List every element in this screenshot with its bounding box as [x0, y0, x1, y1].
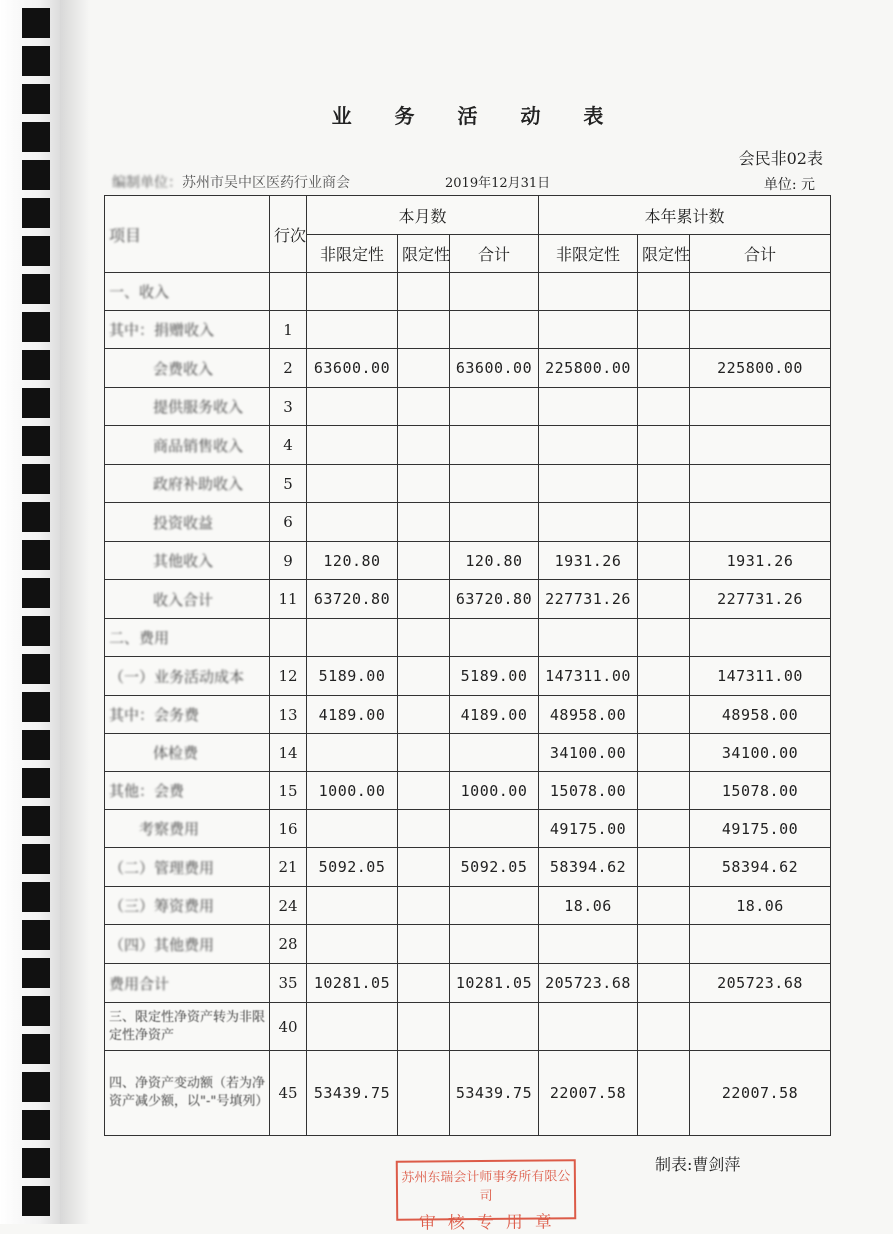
row-number: 40 [270, 1003, 307, 1051]
cell-m-t [450, 388, 539, 426]
cell-m-t [450, 1003, 539, 1051]
table-row [105, 734, 831, 772]
binding-hole [22, 502, 50, 532]
header-year-restricted: 限定性 [638, 235, 690, 273]
cell-m-u: 4189.00 [307, 696, 398, 734]
row-number: 13 [270, 696, 307, 734]
cell-y-r [638, 964, 690, 1003]
table-row [105, 349, 831, 388]
cell-y-t [690, 465, 831, 503]
cell-m-r [398, 465, 450, 503]
row-number: 45 [270, 1051, 307, 1136]
binding-hole [22, 426, 50, 456]
table-row [105, 696, 831, 734]
row-number: 15 [270, 772, 307, 810]
binding-hole [22, 312, 50, 342]
binding-hole [22, 1034, 50, 1064]
row-number: 28 [270, 925, 307, 964]
cell-m-u: 53439.75 [307, 1051, 398, 1136]
row-number: 5 [270, 465, 307, 503]
row-number: 21 [270, 848, 307, 887]
header-month-restricted: 限定性 [398, 235, 450, 273]
cell-m-t: 1000.00 [450, 772, 539, 810]
cell-m-r [398, 1003, 450, 1051]
cell-m-r [398, 1051, 450, 1136]
seal-line-1: 苏州东瑞会计师事务所有限公司 [401, 1169, 571, 1205]
table-row [105, 542, 831, 580]
cell-m-u: 5189.00 [307, 657, 398, 696]
table-row [105, 810, 831, 848]
binding-hole [22, 160, 50, 190]
binding-hole [22, 920, 50, 950]
cell-m-r [398, 311, 450, 349]
cell-m-t [450, 810, 539, 848]
cell-y-u: 48958.00 [539, 696, 638, 734]
row-label: 投资收益 [105, 503, 270, 542]
cell-y-u [539, 273, 638, 311]
cell-y-t: 205723.68 [690, 964, 831, 1003]
cell-y-r [638, 657, 690, 696]
cell-y-r [638, 619, 690, 657]
binding-hole [22, 1110, 50, 1140]
row-number [270, 619, 307, 657]
cell-y-u: 18.06 [539, 887, 638, 925]
row-label: 其他：会费 [105, 772, 270, 810]
cell-y-r [638, 580, 690, 619]
cell-y-t: 22007.58 [690, 1051, 831, 1136]
row-label: （二）管理费用 [105, 848, 270, 887]
cell-y-r [638, 349, 690, 388]
binding-hole [22, 996, 50, 1026]
cell-m-t: 63720.80 [450, 580, 539, 619]
cell-m-u: 63600.00 [307, 349, 398, 388]
cell-y-u: 1931.26 [539, 542, 638, 580]
row-number: 9 [270, 542, 307, 580]
binding-hole [22, 578, 50, 608]
row-label: 费用合计 [105, 964, 270, 1003]
binding-hole [22, 198, 50, 228]
cell-y-r [638, 465, 690, 503]
cell-m-u [307, 810, 398, 848]
binding-hole [22, 806, 50, 836]
header-month-unrestricted: 非限定性 [307, 235, 398, 273]
cell-m-u [307, 311, 398, 349]
cell-m-t [450, 619, 539, 657]
binding-hole [22, 882, 50, 912]
table-row [105, 1051, 831, 1136]
cell-y-u [539, 1003, 638, 1051]
binding-hole [22, 464, 50, 494]
cell-y-u: 15078.00 [539, 772, 638, 810]
cell-m-u [307, 426, 398, 465]
cell-y-r [638, 696, 690, 734]
row-number: 2 [270, 349, 307, 388]
binding-hole [22, 274, 50, 304]
cell-y-u: 227731.26 [539, 580, 638, 619]
row-label: 政府补助收入 [105, 465, 270, 503]
row-number: 12 [270, 657, 307, 696]
header-year-unrestricted: 非限定性 [539, 235, 638, 273]
cell-m-t [450, 503, 539, 542]
organization-label: 编制单位： [112, 175, 182, 191]
row-number [270, 273, 307, 311]
cell-m-t: 120.80 [450, 542, 539, 580]
binding-hole [22, 692, 50, 722]
cell-m-u [307, 273, 398, 311]
page-shadow [60, 0, 90, 1224]
cell-m-u [307, 925, 398, 964]
prepared-by: 制表:曹剑萍 [655, 1155, 741, 1174]
cell-y-r [638, 848, 690, 887]
cell-m-r [398, 772, 450, 810]
cell-y-r [638, 925, 690, 964]
cell-y-t [690, 925, 831, 964]
cell-y-u [539, 465, 638, 503]
cell-y-u [539, 311, 638, 349]
binding-hole [22, 8, 50, 38]
binding-hole [22, 654, 50, 684]
row-number: 16 [270, 810, 307, 848]
row-label: 考察费用 [105, 810, 270, 848]
row-label: （四）其他费用 [105, 925, 270, 964]
row-number: 24 [270, 887, 307, 925]
cell-y-t: 15078.00 [690, 772, 831, 810]
cell-y-u [539, 925, 638, 964]
cell-y-r [638, 887, 690, 925]
table-row [105, 273, 831, 311]
cell-y-u: 34100.00 [539, 734, 638, 772]
cell-m-r [398, 388, 450, 426]
cell-y-u [539, 388, 638, 426]
cell-m-t [450, 273, 539, 311]
cell-y-t: 34100.00 [690, 734, 831, 772]
binding-hole [22, 1148, 50, 1178]
table-row [105, 465, 831, 503]
cell-y-r [638, 426, 690, 465]
cell-m-t [450, 465, 539, 503]
header-year: 本年累计数 [539, 196, 831, 235]
binding-hole [22, 350, 50, 380]
cell-m-r [398, 349, 450, 388]
binding-hole [22, 1072, 50, 1102]
cell-y-r [638, 1003, 690, 1051]
cell-y-u [539, 426, 638, 465]
cell-y-t: 48958.00 [690, 696, 831, 734]
cell-y-t [690, 311, 831, 349]
cell-y-r [638, 542, 690, 580]
cell-m-r [398, 619, 450, 657]
form-number: 会民非02表 [738, 149, 823, 168]
table-row [105, 848, 831, 887]
row-label: （三）筹资费用 [105, 887, 270, 925]
row-label: 收入合计 [105, 580, 270, 619]
binding-hole [22, 616, 50, 646]
cell-m-t: 4189.00 [450, 696, 539, 734]
cell-y-t: 227731.26 [690, 580, 831, 619]
cell-y-t: 18.06 [690, 887, 831, 925]
row-number: 14 [270, 734, 307, 772]
cell-m-u [307, 465, 398, 503]
cell-y-t: 58394.62 [690, 848, 831, 887]
row-label: 四、净资产变动额（若为净资产减少额，以"-"号填列） [105, 1051, 270, 1136]
table-row [105, 1003, 831, 1051]
cell-y-u: 205723.68 [539, 964, 638, 1003]
cell-m-r [398, 657, 450, 696]
table-row [105, 964, 831, 1003]
cell-m-u [307, 887, 398, 925]
cell-m-t: 53439.75 [450, 1051, 539, 1136]
cell-y-u [539, 619, 638, 657]
header-month-total: 合计 [450, 235, 539, 273]
row-number: 1 [270, 311, 307, 349]
cell-m-u: 1000.00 [307, 772, 398, 810]
row-label: 其中：捐赠收入 [105, 311, 270, 349]
binding-hole [22, 236, 50, 266]
cell-y-t [690, 503, 831, 542]
cell-y-u: 58394.62 [539, 848, 638, 887]
report-date: 2019年12月31日 [445, 176, 551, 191]
binding-hole [22, 730, 50, 760]
cell-m-r [398, 696, 450, 734]
cell-y-r [638, 1051, 690, 1136]
cell-m-r [398, 848, 450, 887]
cell-m-u: 5092.05 [307, 848, 398, 887]
binding-hole [22, 46, 50, 76]
binding-hole [22, 388, 50, 418]
cell-y-t [690, 426, 831, 465]
cell-m-t [450, 887, 539, 925]
cell-y-t: 1931.26 [690, 542, 831, 580]
cell-m-u [307, 503, 398, 542]
cell-m-t: 63600.00 [450, 349, 539, 388]
organization-name: 苏州市吴中区医药行业商会 [182, 175, 350, 191]
row-number: 3 [270, 388, 307, 426]
header-year-total: 合计 [690, 235, 831, 273]
row-number: 6 [270, 503, 307, 542]
row-label: 三、限定性净资产转为非限定性净资产 [105, 1003, 270, 1051]
cell-m-u: 63720.80 [307, 580, 398, 619]
table-row [105, 311, 831, 349]
cell-y-t: 147311.00 [690, 657, 831, 696]
table-row [105, 657, 831, 696]
cell-m-t: 5092.05 [450, 848, 539, 887]
row-label: 其他收入 [105, 542, 270, 580]
cell-y-t [690, 619, 831, 657]
cell-m-r [398, 273, 450, 311]
row-number: 4 [270, 426, 307, 465]
cell-m-r [398, 426, 450, 465]
row-label: （一）业务活动成本 [105, 657, 270, 696]
cell-m-t: 10281.05 [450, 964, 539, 1003]
cell-y-u: 225800.00 [539, 349, 638, 388]
cell-y-r [638, 388, 690, 426]
page-title: 业 务 活 动 表 [331, 104, 622, 128]
table-row [105, 503, 831, 542]
cell-y-t: 49175.00 [690, 810, 831, 848]
row-label: 商品销售收入 [105, 426, 270, 465]
cell-y-r [638, 503, 690, 542]
cell-m-u [307, 734, 398, 772]
row-label: 二、费用 [105, 619, 270, 657]
cell-m-u: 10281.05 [307, 964, 398, 1003]
row-number: 35 [270, 964, 307, 1003]
row-label: 提供服务收入 [105, 388, 270, 426]
cell-y-u: 22007.58 [539, 1051, 638, 1136]
header-item: 项目 [105, 196, 270, 273]
cell-y-r [638, 810, 690, 848]
row-label: 会费收入 [105, 349, 270, 388]
cell-m-r [398, 734, 450, 772]
row-label: 体检费 [105, 734, 270, 772]
cell-y-t [690, 388, 831, 426]
cell-m-r [398, 542, 450, 580]
cell-m-t: 5189.00 [450, 657, 539, 696]
row-number: 11 [270, 580, 307, 619]
cell-m-t [450, 426, 539, 465]
activity-table [104, 195, 831, 1136]
binding-hole [22, 1186, 50, 1216]
header-row-no: 行次 [270, 196, 307, 273]
table-row [105, 388, 831, 426]
cell-m-r [398, 964, 450, 1003]
binding-hole [22, 540, 50, 570]
cell-y-r [638, 772, 690, 810]
row-label: 其中：会务费 [105, 696, 270, 734]
header-month: 本月数 [307, 196, 539, 235]
table-row [105, 580, 831, 619]
cell-y-r [638, 311, 690, 349]
binding-hole [22, 768, 50, 798]
table-row [105, 619, 831, 657]
seal-line-2: 审核专用章 [418, 1212, 564, 1234]
cell-y-r [638, 273, 690, 311]
cell-y-r [638, 734, 690, 772]
cell-m-u: 120.80 [307, 542, 398, 580]
cell-m-r [398, 887, 450, 925]
currency-unit: 单位: 元 [763, 177, 815, 193]
binding-hole [22, 958, 50, 988]
cell-m-t [450, 925, 539, 964]
audit-seal [396, 1159, 577, 1234]
organization [112, 172, 350, 192]
cell-y-t [690, 273, 831, 311]
table-row [105, 887, 831, 925]
cell-m-u [307, 388, 398, 426]
cell-m-t [450, 734, 539, 772]
cell-y-u: 49175.00 [539, 810, 638, 848]
cell-m-r [398, 925, 450, 964]
cell-y-u [539, 503, 638, 542]
cell-m-u [307, 1003, 398, 1051]
cell-m-r [398, 503, 450, 542]
cell-y-t [690, 1003, 831, 1051]
cell-m-r [398, 810, 450, 848]
table-row [105, 772, 831, 810]
cell-m-t [450, 311, 539, 349]
cell-y-t: 225800.00 [690, 349, 831, 388]
table-row [105, 426, 831, 465]
row-label: 一、收入 [105, 273, 270, 311]
table-row [105, 925, 831, 964]
cell-m-r [398, 580, 450, 619]
cell-m-u [307, 619, 398, 657]
binding-hole [22, 844, 50, 874]
cell-y-u: 147311.00 [539, 657, 638, 696]
